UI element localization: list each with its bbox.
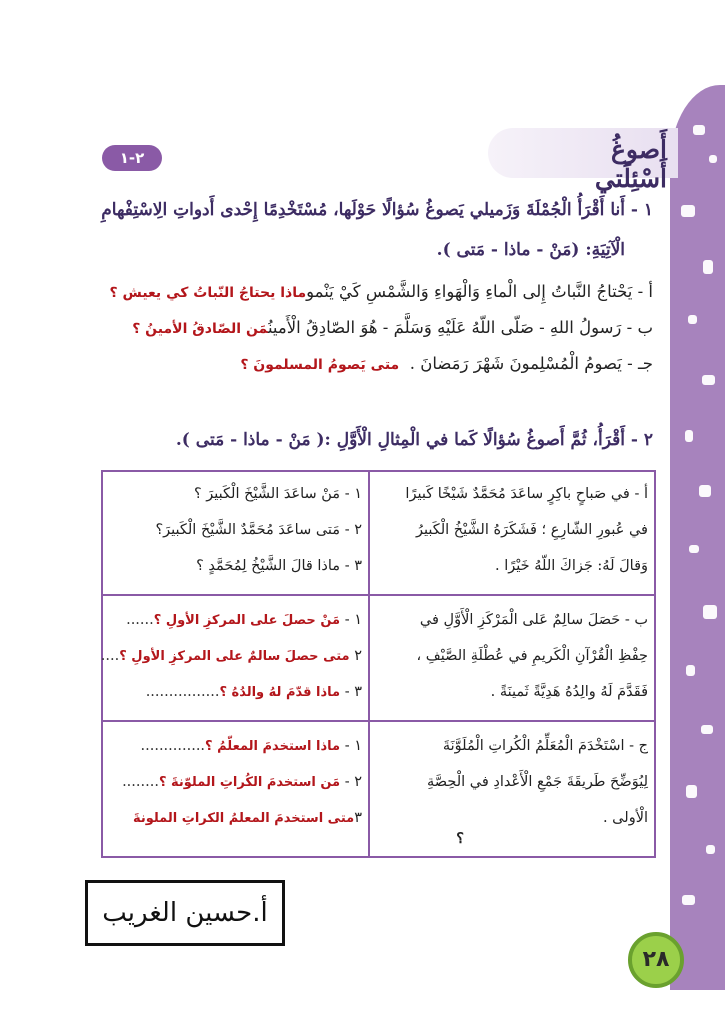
answer-dots: ...... (126, 612, 154, 628)
questions-cell (100, 596, 368, 720)
written-answer: ماذا استخدمَ المعلّمُ ؟ (205, 739, 341, 754)
written-answer: متى استخدمَ المعلمُ الكراتِ الملونةَ (132, 811, 355, 826)
question-text: ماذا قالَ الشَّيْخُ لِمُحَمَّدٍ ؟ (196, 558, 341, 574)
q2-instruction: ٢ - أَقْرَأُ، ثُمَّ أَصوغُ سُؤالًا كَما في الْمِثالِ الْأَوَّلِ :( مَنْ - ماذا - مَتى ). (175, 430, 653, 450)
q1-item-b (132, 318, 653, 337)
q1-item-c (240, 354, 653, 373)
exercise-table (101, 470, 656, 858)
passage-line: في عُبورِ الشّارِعِ ؛ فَشَكَرَهُ الشَّيْخُ الْكَبيرُ (415, 522, 648, 538)
teacher-name-box (85, 880, 285, 946)
written-answer: متى حصلَ سالمٌ على المركزِ الأولِ ؟ (119, 649, 350, 664)
section-title: أَصوغُ أَسْئِلَتي (594, 135, 667, 193)
decorative-side-strip (670, 85, 725, 990)
passage-line: ج - اسْتَخْدَمَ الْمُعَلِّمُ الْكُراتِ الْمُلَوَّنَةَ (442, 738, 648, 754)
written-answer: مَنْ حصلَ على المركزِ الأولِ ؟ (153, 613, 341, 628)
q1-item-c-answer: متى يَصومُ المسلمونَ ؟ (240, 357, 400, 373)
q1-item-a (110, 282, 653, 301)
passage-cell (368, 472, 654, 594)
question-line (126, 612, 362, 628)
passage-line: فَقَدَّمَ لَهُ والِدُهُ هَدِيَّةً ثَمينَةً . (490, 684, 648, 700)
written-answer: مَن استخدمَ الكُراتِ الملوّنةَ ؟ (158, 775, 341, 790)
passage-line: وَقالَ لَهُ: جَزاكَ اللّهُ خَيْرًا . (495, 558, 648, 574)
q1-item-a-sentence: أ - يَحْتاجُ النَّباتُ إِلى الْماءِ وَالْهَواءِ وَالشَّمْسِ كَيْ يَنْمو (306, 282, 653, 301)
question-number: ١ - (344, 612, 362, 628)
passage-line: الْأولى . (602, 810, 648, 826)
answer-dots: ................ (145, 684, 220, 700)
question-line (146, 684, 362, 700)
question-number: ٣ (354, 810, 362, 826)
questions-cell (103, 722, 368, 856)
question-line (141, 738, 362, 754)
passage-line: ب - حَصَلَ سالِمٌ عَلى الْمَرْكَزِ الْأَوَّلِ في (419, 612, 648, 628)
q1-instruction-line2: الْآتِيَةِ: (مَنْ - ماذا - مَتى ). (436, 240, 625, 260)
question-number: ٣ - (344, 684, 362, 700)
q1-item-c-sentence: جـ - يَصومُ الْمُسْلِمونَ شَهْرَ رَمَضانَ . (409, 354, 653, 373)
question-line (122, 774, 362, 790)
question-number: ٢ - (344, 774, 362, 790)
answer-dots: .... (100, 648, 120, 664)
question-line (133, 810, 362, 826)
handwritten-question-mark: ؟ (456, 830, 464, 847)
question-number: ٢ (354, 648, 362, 664)
questions-cell (103, 472, 368, 594)
answer-dots: .............. (140, 738, 206, 754)
passage-line: حِفْظِ الْقُرْآنِ الْكَريمِ في عُطْلَةِ الصَّيْفِ ، (416, 648, 648, 664)
q1-item-a-answer: ماذا يحتاجُ النّباتُ كي يعيش ؟ (109, 285, 307, 301)
question-text: مَتى ساعَدَ مُحَمَّدٌ الشَّيْخَ الْكَبيرَ؟ (155, 522, 341, 538)
table-row (100, 596, 654, 722)
question-line (155, 522, 362, 538)
question-line (196, 558, 362, 574)
question-number: ١ - (344, 738, 362, 754)
lesson-number-badge: ٢-١ (102, 145, 162, 171)
q1-item-b-answer: مَن الصّادقُ الأمينُ ؟ (132, 321, 268, 337)
passage-cell (368, 596, 654, 720)
question-number: ٣ - (344, 558, 362, 574)
question-line (194, 486, 362, 502)
passage-line: أ - في صَباحٍ باكِرٍ ساعَدَ مُحَمَّدٌ شَيْخًا كَبيرًا (405, 486, 648, 502)
passage-line: لِيُوَضِّحَ طَريقَةَ جَمْعِ الْأَعْدادِ في الْحِصَّةِ (427, 774, 648, 790)
question-number: ١ - (344, 486, 362, 502)
page-number-badge: ٢٨ (628, 932, 684, 988)
passage-cell (368, 722, 654, 856)
question-text: مَنْ ساعَدَ الشَّيْخَ الْكَبيرَ ؟ (193, 486, 341, 502)
table-row (103, 722, 654, 856)
question-line (101, 648, 362, 664)
table-row (103, 472, 654, 596)
q1-instruction-line1: ١ - أَنا أَقْرَأُ الْجُمْلَةَ وَزَميلي يَصوغُ سُؤالًا حَوْلَها، مُسْتَخْدِمًا إِحْدى أَدواتِ الِاسْتِفْهامِ (101, 200, 653, 220)
written-answer: ماذا قدّمَ لهُ والدُهُ ؟ (219, 685, 341, 700)
question-number: ٢ - (344, 522, 362, 538)
q1-item-b-sentence: ب - رَسولُ اللهِ - صَلّى اللّهُ عَلَيْهِ وَسَلَّمَ - هُوَ الصّادِقُ الْأَمينُ (267, 318, 653, 337)
teacher-name: أ.حسين الغريب (102, 898, 268, 928)
answer-dots: ........ (122, 774, 159, 790)
